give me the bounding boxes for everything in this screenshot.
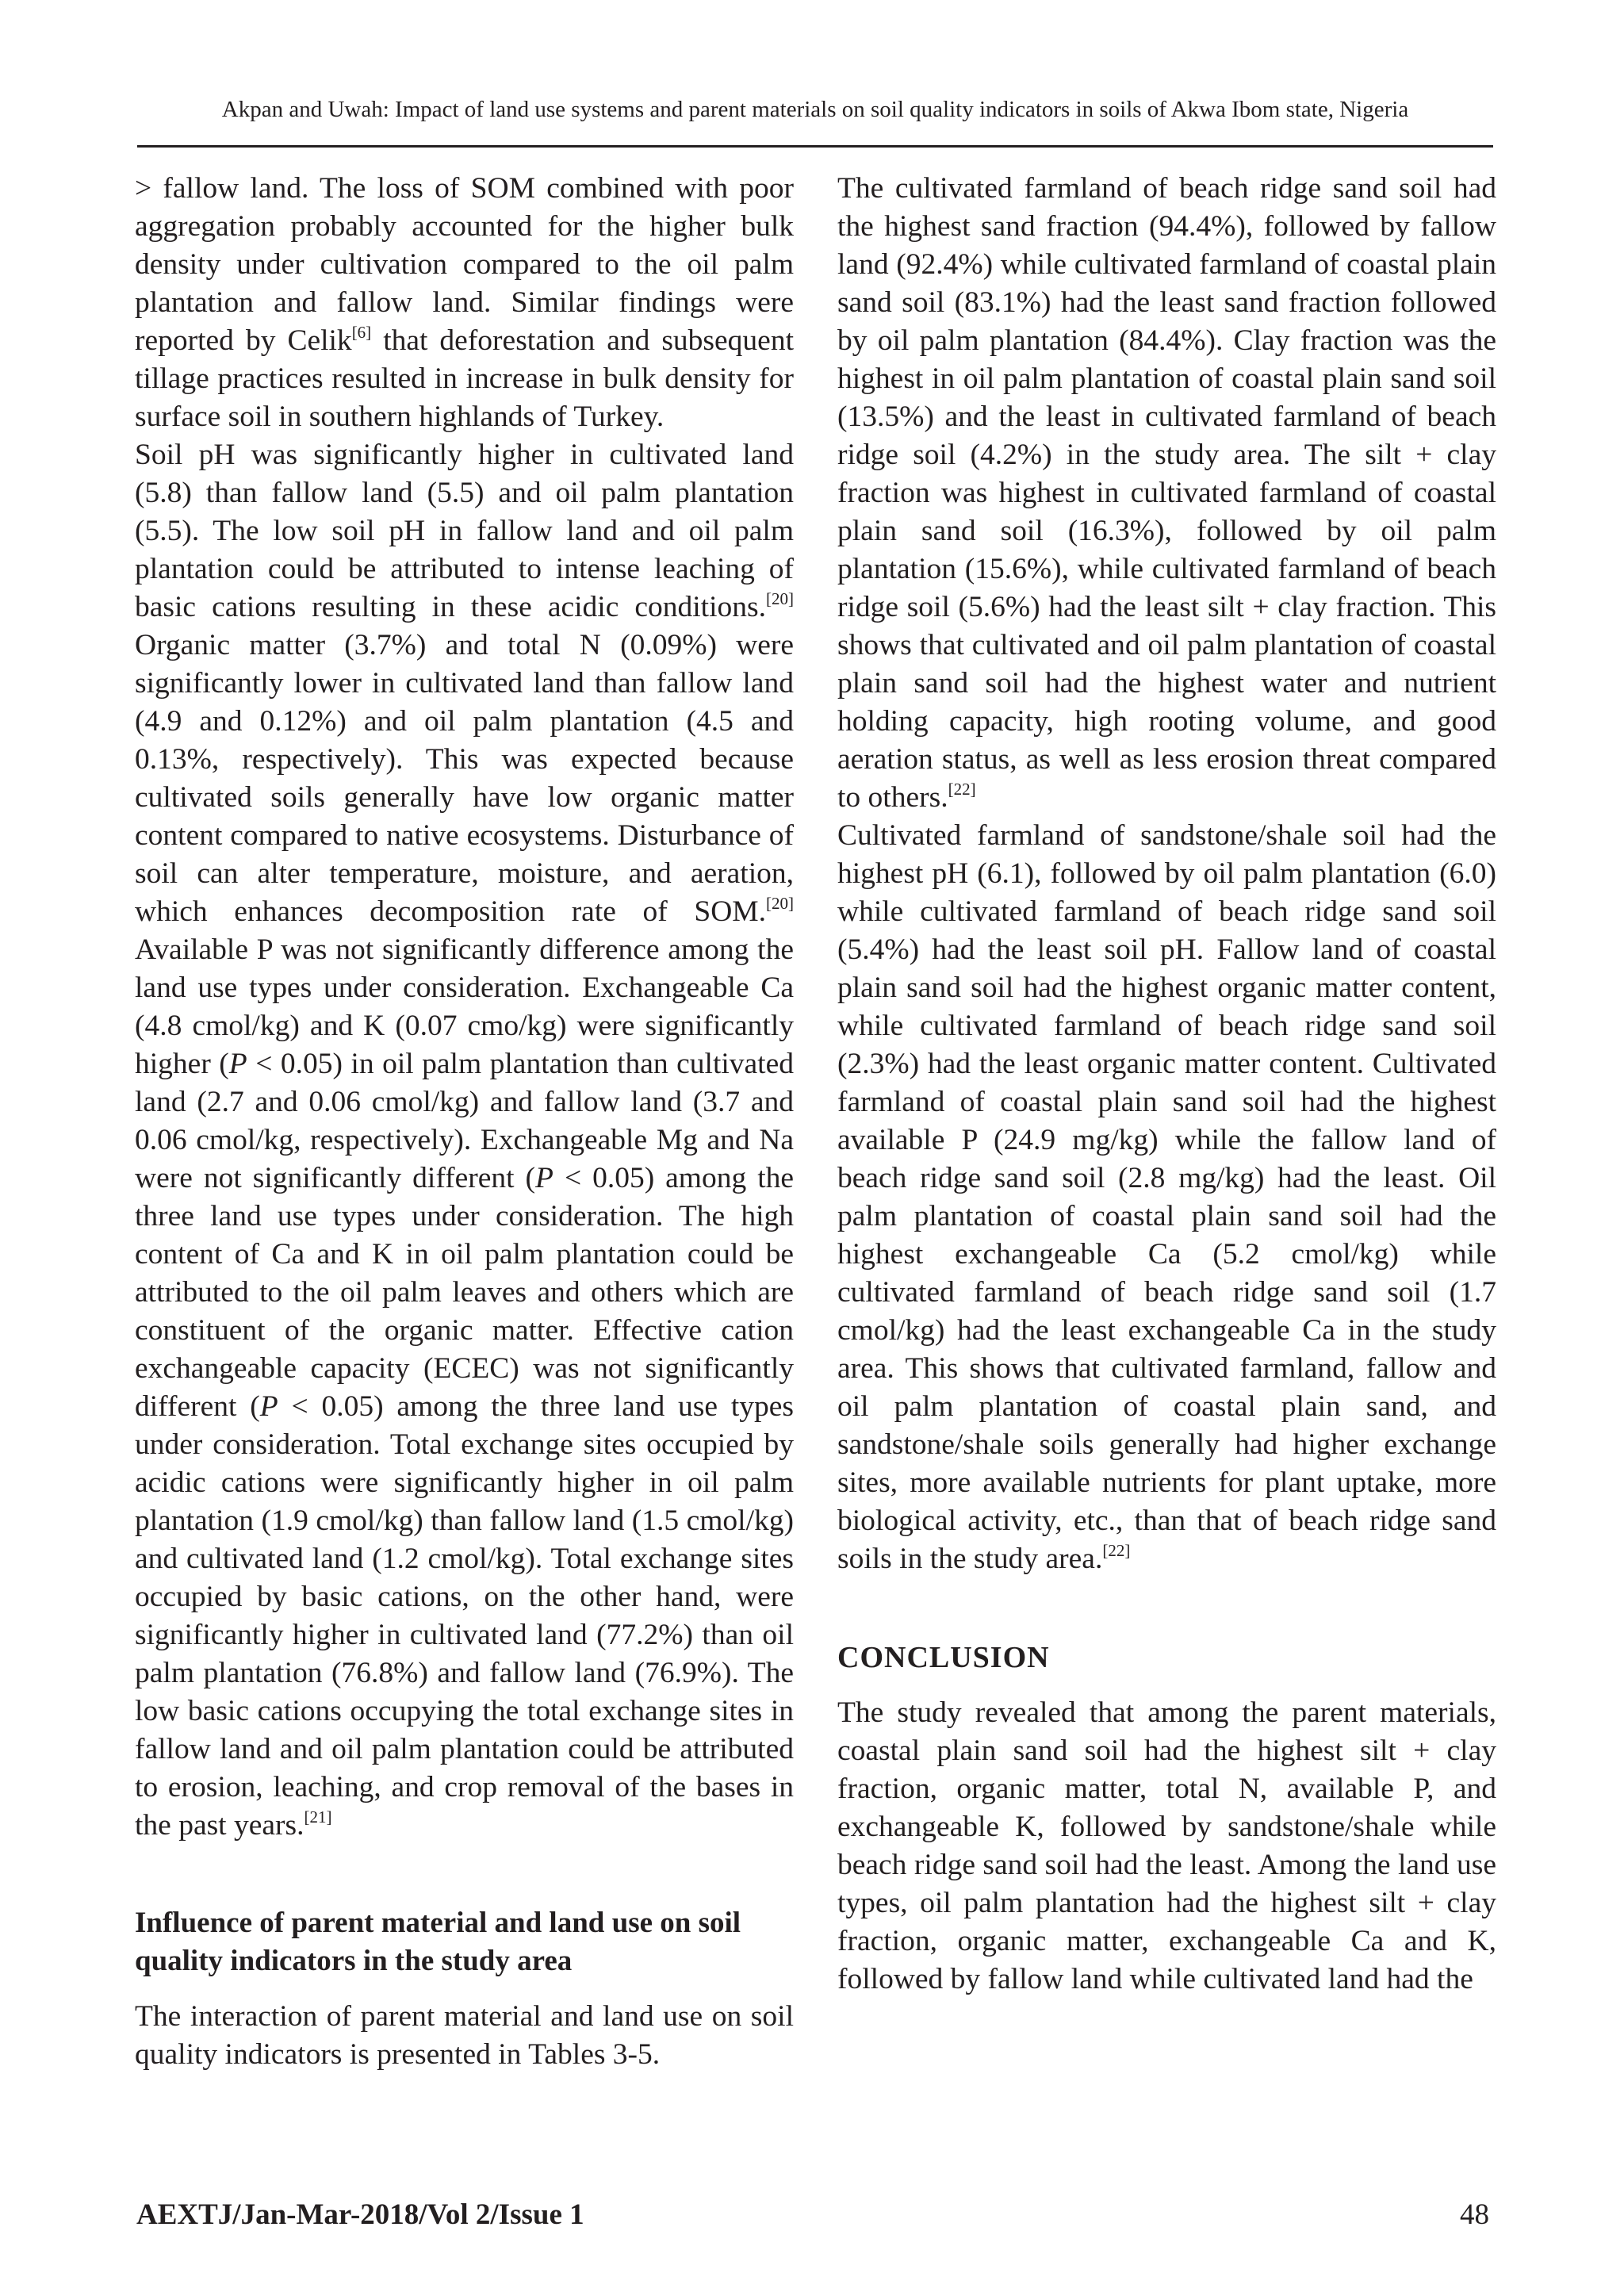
footer-journal-info: AEXTJ/Jan-Mar-2018/Vol 2/Issue 1 [136,2198,584,2231]
body-paragraph: The study revealed that among the parent materials, coastal plain sand soil had the highest silt + clay fraction, organic matter, total N, available P, and exchangeable K, followed by sandstone/shale while beach ridge sand soil had the least. Among the land use types, oil palm plantation had the highest silt + clay fraction, organic matter, exchangeable Ca and K, followed by fallow land while cultivated land had the [837,1696,1496,1995]
section-subheading: Influence of parent material and land use on soil quality indicators in the study area [135,1907,741,1977]
body-paragraph: The cultivated farmland of beach ridge sand soil had the highest sand fraction (94.4%), followed by fallow land (92.4%) while cultivated farmland of coastal plain sand soil (83.1%) had the least sand fraction followed by oil palm plantation (84.4%). Clay fraction was the highest in oil palm plantation of coastal plain sand soil (13.5%) and the least in cultivated farmland of beach ridge soil (4.2%) in the study area. The silt + clay fraction was highest in cultivated farmland of coastal plain sand soil (16.3%), followed by oil palm plantation (15.6%), while cultivated farmland of beach ridge soil (5.6%) had the least silt + clay fraction. This shows that cultivated and oil palm plantation of coastal plain sand soil had the highest water and nutrient holding capacity, high rooting volume, and good aeration status, as well as less erosion threat compared to others.[22] [837,172,1496,814]
citation-ref[interactable]: [20] [766,893,794,913]
citation-ref[interactable]: [20] [766,588,794,608]
conclusion-heading: CONCLUSION [837,1641,1050,1674]
header-rule [137,145,1493,148]
body-paragraph: Soil pH was significantly higher in cultivated land (5.8) than fallow land (5.5) and oil palm plantation (5.5). The low soil pH in fallow land and oil palm plantation could be attributed to intense leaching of basic cations resulting in these acidic conditions.[20] Organic matter (3.7%) and total N (0.09%) were significantly lower in cultivated land than fallow land (4.9 and 0.12%) and oil palm plantation (4.5 and 0.13%, respectively). This was expected because cultivated soils generally have low organic matter content compared to native ecosystems. Disturbance of soil can alter temperature, moisture, and aeration, which enhances decomposition rate of SOM.[20] Available P was not significantly difference among the land use types under consideration. Exchangeable Ca (4.8 cmol/kg) and K (0.07 cmo/kg) were significantly higher (P < 0.05) in oil palm plantation than cultivated land (2.7 and 0.06 cmol/kg) and fallow land (3.7 and 0.06 cmol/kg, respectively). Exchangeable Mg and Na were not significantly different (P < 0.05) among the three land use types under consideration. The high content of Ca and K in oil palm plantation could be attributed to the oil palm leaves and others which are constituent of the organic matter. Effective cation exchangeable capacity (ECEC) was not significantly different (P < 0.05) among the three land use types under consideration. Total exchange sites occupied by acidic cations were significantly higher in oil palm plantation (1.9 cmol/kg) than fallow land (1.5 cmol/kg) and cultivated land (1.2 cmol/kg). Total exchange sites occupied by basic cations, on the other hand, were significantly higher in cultivated land (77.2%) than oil palm plantation (76.8%) and fallow land (76.9%). The low basic cations occupying the total exchange sites in fallow land and oil palm plantation could be attributed to erosion, leaching, and crop removal of the bases in the past years.[21] [135,439,795,1842]
running-header: Akpan and Uwah: Impact of land use systems and parent materials on soil quality indicators in soils of Akwa Ibom state, Nigeria [221,97,1409,122]
body-paragraph: The interaction of parent material and land use on soil quality indicators is presented in Tables 3-5. [135,2000,794,2071]
body-paragraph: Cultivated farmland of sandstone/shale soil had the highest pH (6.1), followed by oil palm plantation (6.0) while cultivated farmland of beach ridge sand soil (5.4%) had the least soil pH. Fallow land of coastal plain sand soil had the highest organic matter content, while cultivated farmland of beach ridge sand soil (2.3%) had the least organic matter content. Cultivated farmland of coastal plain sand soil had the highest available P (24.9 mg/kg) while the fallow land of beach ridge sand soil (2.8 mg/kg) had the least. Oil palm plantation of coastal plain sand soil had the highest exchangeable Ca (5.2 cmol/kg) while cultivated farmland of beach ridge sand soil (1.7 cmol/kg) had the least exchangeable Ca in the study area. This shows that cultivated farmland, fallow and oil palm plantation of coastal plain sand, and sandstone/shale soils generally had higher exchange sites, more available nutrients for plant uptake, more biological activity, etc., than that of beach ridge sand soils in the study area.[22] [837,819,1496,1575]
citation-ref[interactable]: [21] [304,1807,332,1826]
right-column [837,170,1496,1999]
citation-ref[interactable]: [22] [948,779,976,799]
citation-ref[interactable]: [22] [1102,1540,1131,1560]
body-paragraph: > fallow land. The loss of SOM combined with poor aggregation probably accounted for the higher bulk density under cultivation compared to the oil palm plantation and fallow land. Similar findings were reported by Celik[6] that deforestation and subsequent tillage practices resulted in increase in bulk density for surface soil in southern highlands of Turkey. [135,172,794,433]
page-number: 48 [1460,2198,1489,2231]
left-column [135,170,794,2074]
citation-ref[interactable]: [6] [351,322,372,342]
